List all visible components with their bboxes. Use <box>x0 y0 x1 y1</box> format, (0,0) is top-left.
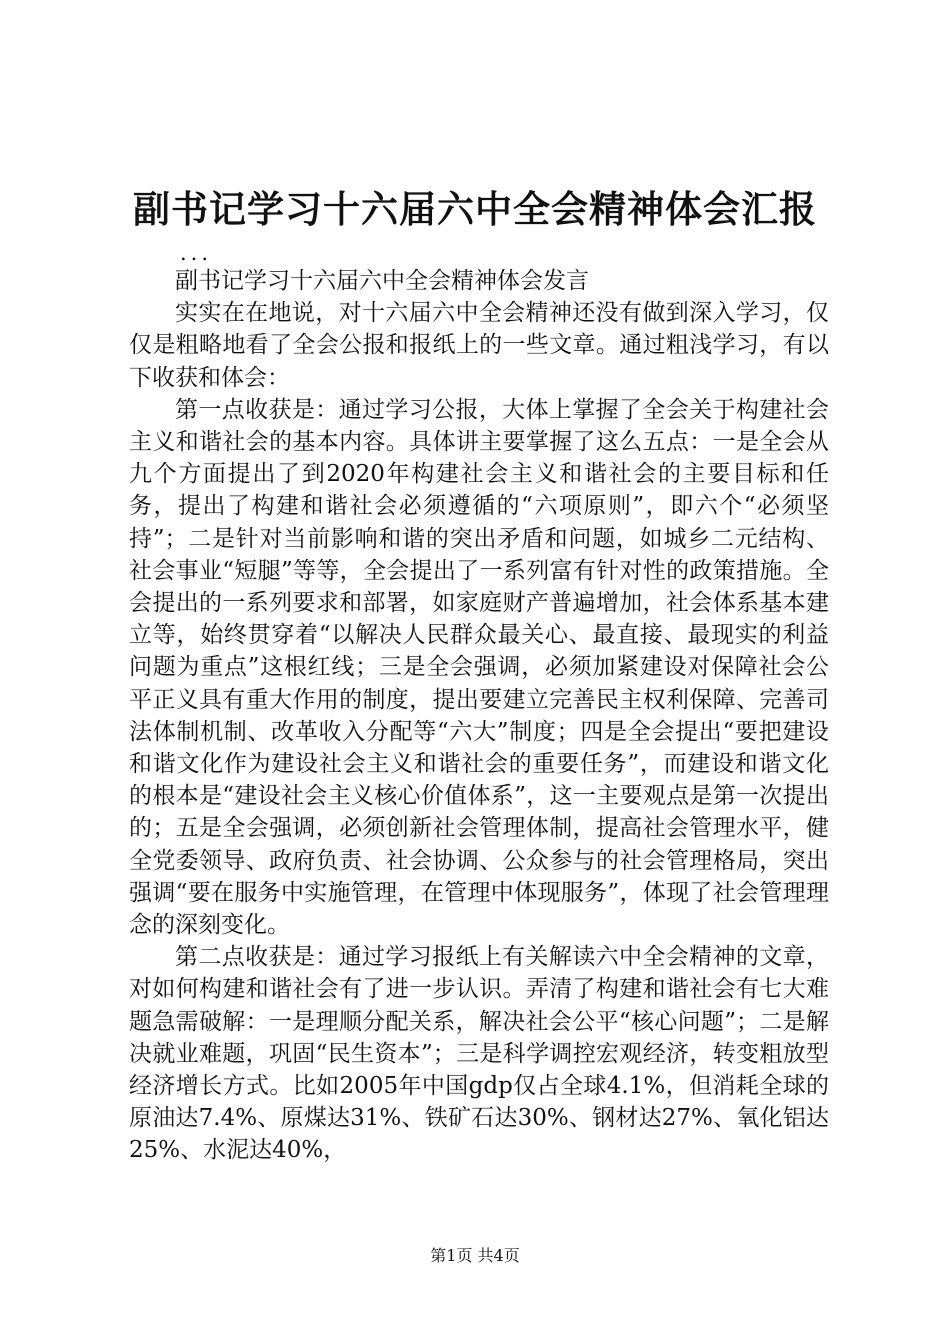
paragraph-intro: 实实在在地说，对十六届六中全会精神还没有做到深入学习，仅仅是粗略地看了全会公报和报纸上的一些文章。通过粗浅学习，有以下收获和体会： <box>129 300 829 391</box>
ellipsis-text: ... <box>180 241 213 265</box>
paragraph-second-gain: 第二点收获是：通过学习报纸上有关解读六中全会精神的文章，对如何构建和谐社会有了进一步认识。弄清了构建和谐社会有七大难题急需破解：一是理顺分配关系，解决社会公平“核心问题”；二是解决就业难题，巩固“民生资本”；三是科学调控宏观经济，转变粗放型经济增长方式。比如2005年中国gdp仅占全球4.1%，但消耗全球的原油达7.4%、原煤达31%、铁矿石达30%、钢材达27%、氧化铝达25%、水泥达40%， <box>129 944 829 1164</box>
document-title: 副书记学习十六届六中全会精神体会汇报 <box>133 187 817 231</box>
paragraph-first-gain: 第一点收获是：通过学习公报，大体上掌握了全会关于构建社会主义和谐社会的基本内容。具体讲主要掌握了这么五点：一是全会从九个方面提出了到2020年构建社会主义和谐社会的主要目标和任务，提出了构建和谐社会必须遵循的“六项原则”，即六个“必须坚持”；二是针对当前影响和谐的突出矛盾和问题，如城乡二元结构、社会事业“短腿”等等，全会提出了一系列富有针对性的政策措施。全会提出的一系列要求和部署，如家庭财产普遍增加，社会体系基本建立等，始终贯穿着“以解决人民群众最关心、最直接、最现实的利益问题为重点”这根红线；三是全会强调，必须加紧建设对保障社会公平正义具有重大作用的制度，提出要建立完善民主权利保障、完善司法体制机制、改革收入分配等“六大”制度；四是全会提出“要把建设和谐文化作为建设社会主义和谐社会的重要任务”，而建设和谐文化的根本是“建设社会主义核心价值体系”，这一主要观点是第一次提出的；五是全会强调，必须创新社会管理体制，提高社会管理水平，健全党委领导、政府负责、社会协调、公众参与的社会管理格局，突出强调“要在服务中实施管理，在管理中体现服务”，体现了社会管理理念的深刻变化。 <box>129 396 829 939</box>
page-number-footer: 第1页 共4页 <box>430 1246 520 1265</box>
document-body <box>129 265 829 1167</box>
subtitle-line: 副书记学习十六届六中全会精神体会发言 <box>175 268 589 294</box>
